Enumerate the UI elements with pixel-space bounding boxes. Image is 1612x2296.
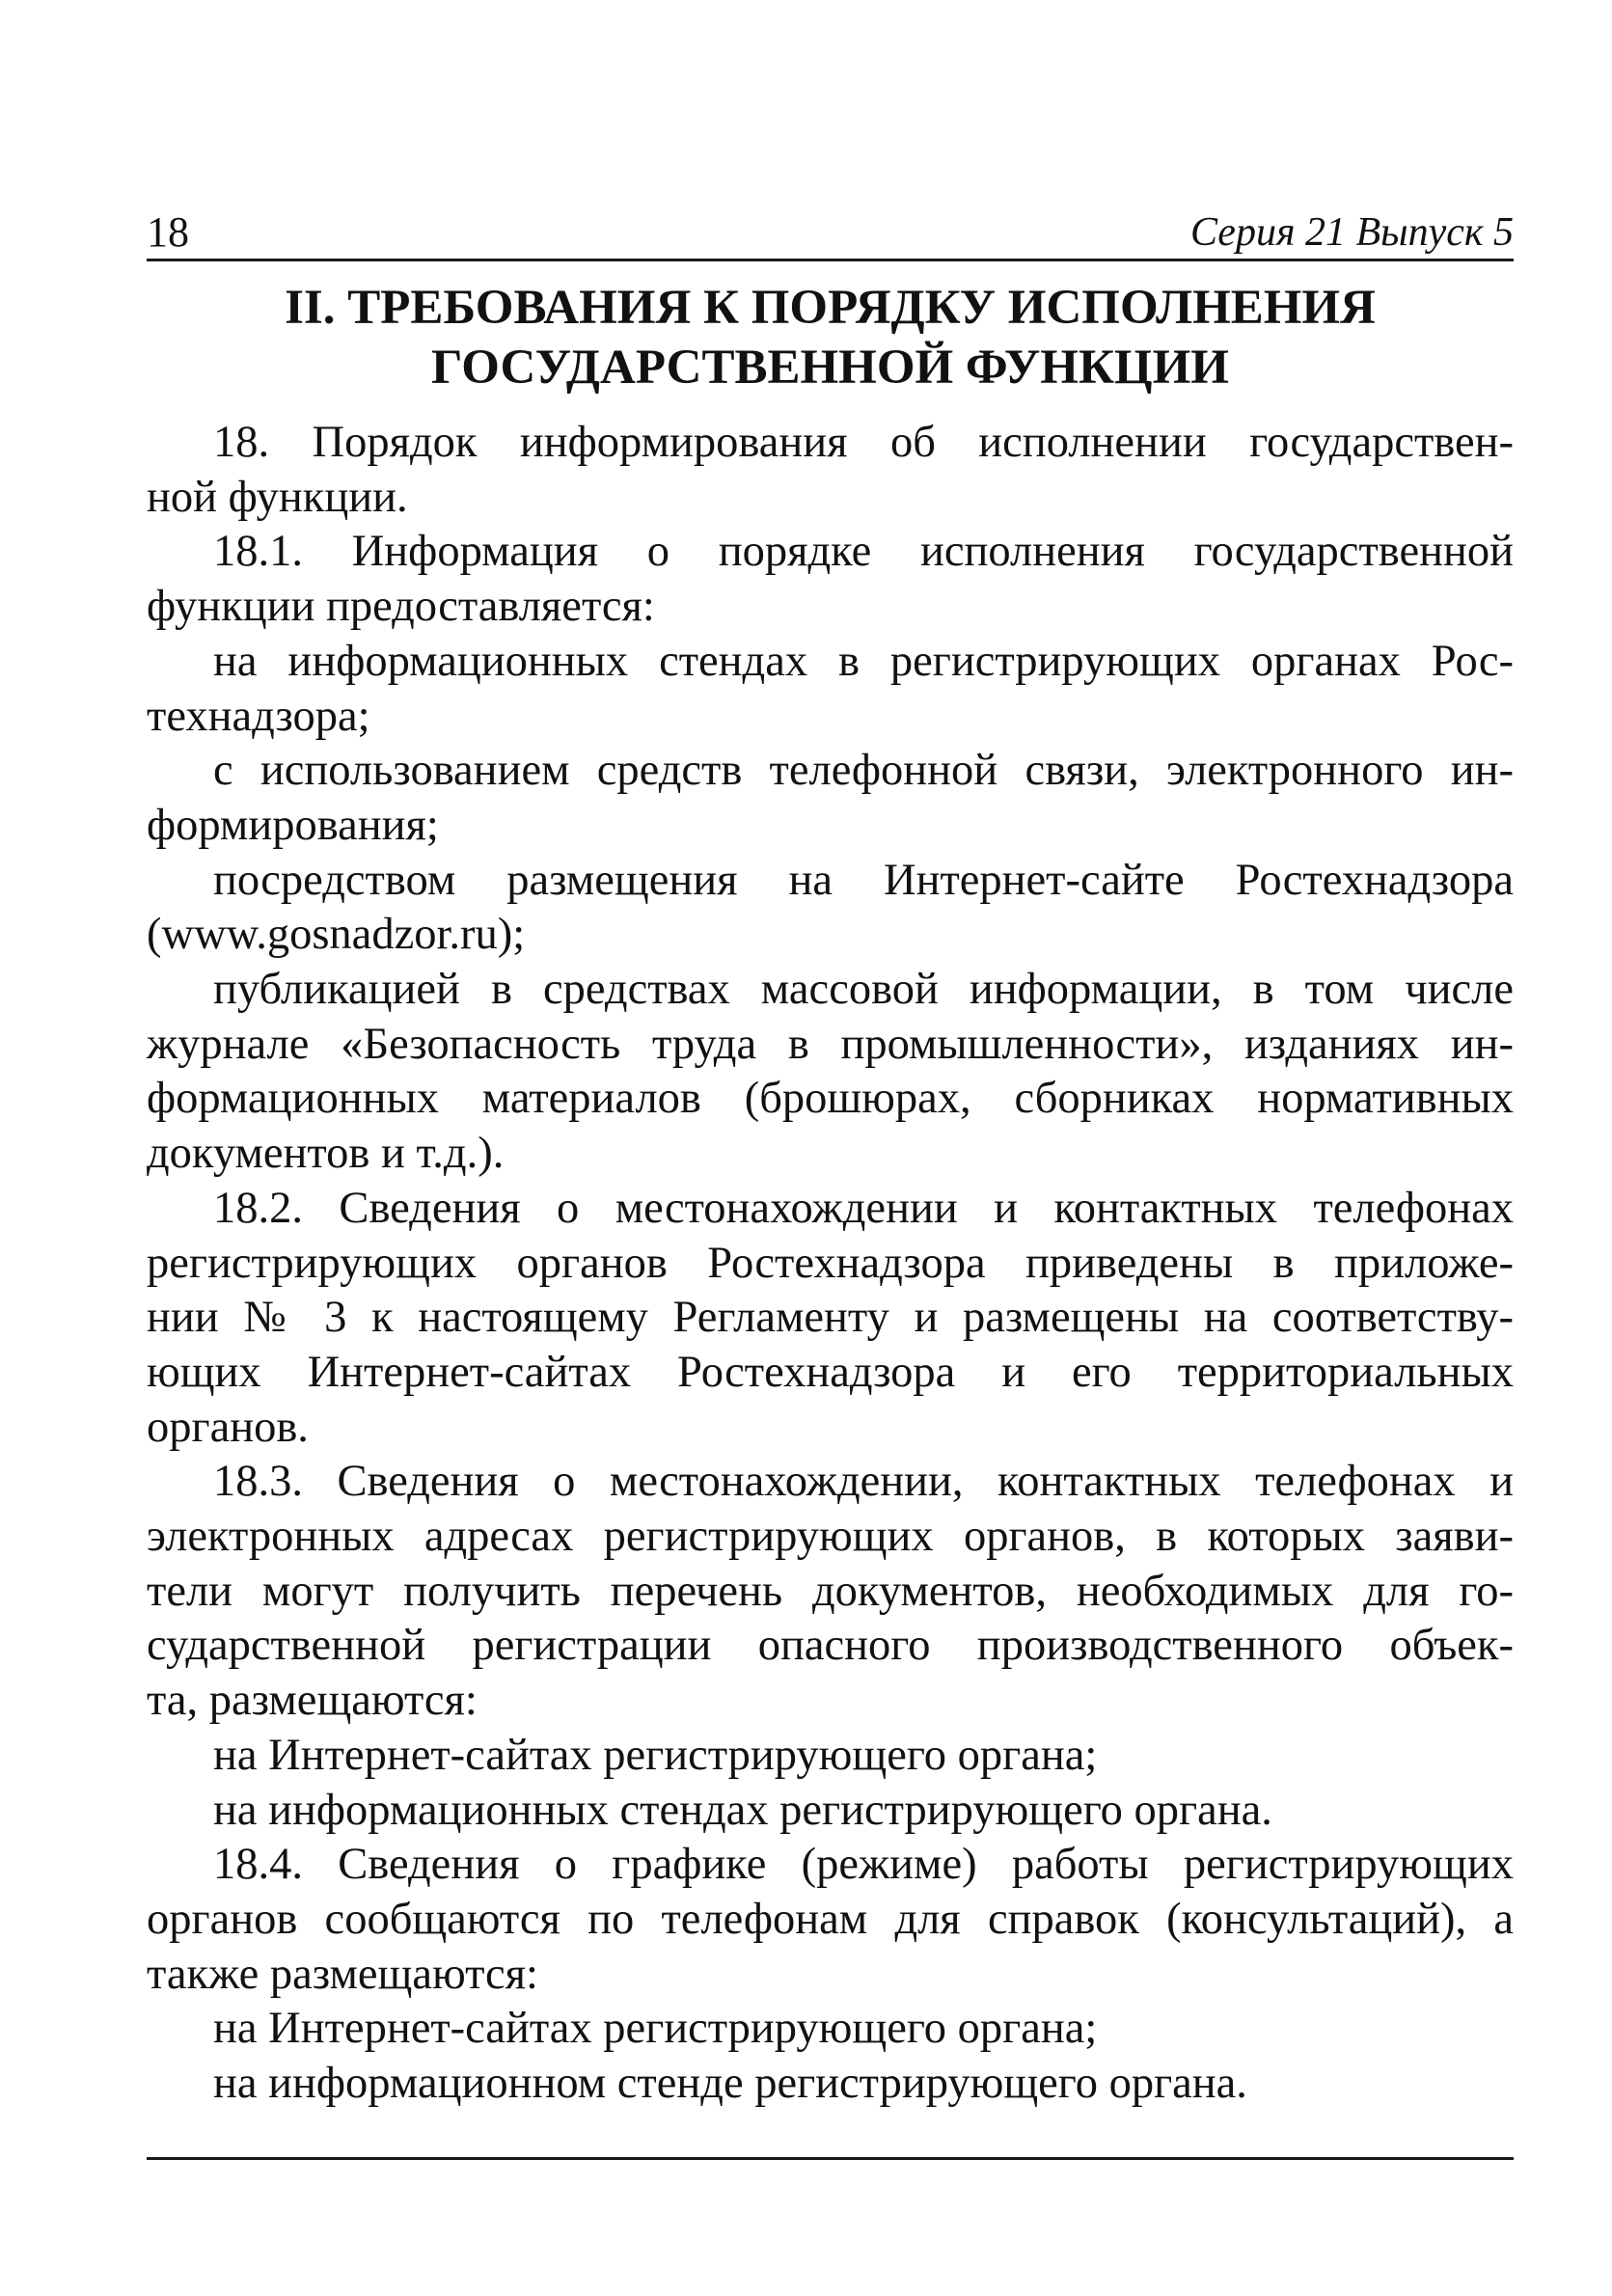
page-header xyxy=(147,205,1514,261)
text-line: регистрирующих органов Ростехнадзора приведены в приложе- xyxy=(147,1238,1514,1288)
section-heading xyxy=(147,278,1514,397)
paragraph-p18-1-c xyxy=(147,854,1514,963)
page-number: 18 xyxy=(147,208,189,256)
paragraph-p18-3-a xyxy=(147,1729,1514,1784)
body-text xyxy=(147,416,1514,2112)
paragraph-p18-1 xyxy=(147,525,1514,634)
paragraph-p18-3-b xyxy=(147,1784,1514,1839)
text-line: 18.1. Информация о порядке исполнения государственной xyxy=(213,527,1514,577)
text-line: 18.4. Сведения о графике (режиме) работы регистрирующих xyxy=(213,1840,1514,1890)
text-line: на Интернет-сайтах регистрирующего органа; xyxy=(213,1730,1098,1780)
running-title: Серия 21 Выпуск 5 xyxy=(1190,210,1514,255)
text-line: на информационном стенде регистрирующего органа. xyxy=(213,2059,1247,2109)
paragraph-p18-2 xyxy=(147,1182,1514,1456)
text-line: функции предоставляется: xyxy=(147,582,655,632)
text-line: органов сообщаются по телефонам для справок (консультаций), а xyxy=(147,1894,1514,1944)
paragraph-p18-3 xyxy=(147,1455,1514,1729)
text-line: с использованием средств телефонной связи, электронного ин- xyxy=(213,746,1514,796)
text-line: на информационных стендах в регистрирующих органах Рос- xyxy=(213,636,1514,686)
section-heading-line: ГОСУДАРСТВЕННОЙ ФУНКЦИИ xyxy=(431,341,1229,395)
text-line: ной функции. xyxy=(147,472,408,522)
text-line: (www.gosnadzor.ru); xyxy=(147,910,526,960)
footer-rule xyxy=(147,2157,1514,2160)
text-line: тели могут получить перечень документов, необходимых для го- xyxy=(147,1566,1514,1616)
text-line: на Интернет-сайтах регистрирующего органа; xyxy=(213,2004,1098,2054)
text-line: 18. Порядок информирования об исполнении государствен- xyxy=(213,418,1514,467)
text-line: на информационных стендах регистрирующего органа. xyxy=(213,1785,1272,1835)
text-line: 18.3. Сведения о местонахождении, контактных телефонах и xyxy=(213,1457,1514,1507)
text-line: публикацией в средствах массовой информации, в том числе xyxy=(213,965,1514,1015)
text-line: формационных материалов (брошюрах, сборниках нормативных xyxy=(147,1074,1514,1124)
text-line: формирования; xyxy=(147,800,439,850)
paragraph-p18-1-b xyxy=(147,744,1514,853)
text-line: сударственной регистрации опасного производственного объек- xyxy=(147,1621,1514,1671)
paragraph-p18 xyxy=(147,416,1514,525)
text-line: также размещаются: xyxy=(147,1949,538,1999)
paragraph-p18-4-a xyxy=(147,2002,1514,2057)
text-line: органов. xyxy=(147,1402,309,1452)
text-line: 18.2. Сведения о местонахождении и контактных телефонах xyxy=(213,1183,1514,1233)
text-line: нии № 3 к настоящему Регламенту и размещены на соответству- xyxy=(147,1293,1514,1343)
text-line: журнале «Безопасность труда в промышленности», изданиях ин- xyxy=(147,1019,1514,1069)
text-line: ющих Интернет-сайтах Ростехнадзора и его территориальных xyxy=(147,1347,1514,1397)
paragraph-p18-1-a xyxy=(147,635,1514,744)
text-line: электронных адресах регистрирующих органов, в которых заяви- xyxy=(147,1512,1514,1562)
text-line: технадзора; xyxy=(147,691,370,741)
paragraph-p18-1-d xyxy=(147,963,1514,1182)
paragraph-p18-4-b xyxy=(147,2057,1514,2112)
text-line: та, размещаются: xyxy=(147,1676,478,1726)
paragraph-p18-4 xyxy=(147,1838,1514,2002)
text-line: посредством размещения на Интернет-сайте Ростехнадзора xyxy=(213,855,1514,905)
text-line: документов и т.д.). xyxy=(147,1129,505,1179)
section-heading-line: II. ТРЕБОВАНИЯ К ПОРЯДКУ ИСПОЛНЕНИЯ xyxy=(285,281,1376,335)
